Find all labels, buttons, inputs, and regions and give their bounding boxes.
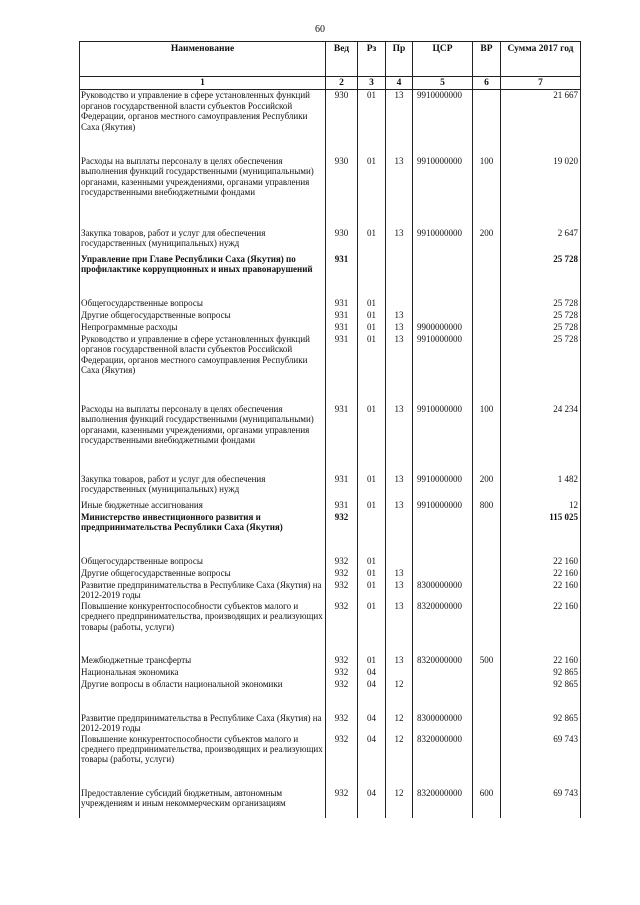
cell-ved: 931	[326, 404, 358, 474]
cell-name: Общегосударственные вопросы	[80, 556, 326, 568]
header-csr: ЦСР	[413, 42, 473, 77]
cell-vr	[473, 580, 501, 601]
cell-pr	[386, 556, 413, 568]
cell-name: Повышение конкурентоспособности субъектов малого и среднего предпринимательства, производящих и реализующих товары (работы, услуги)	[80, 601, 326, 655]
cell-ved: 931	[326, 474, 358, 500]
cell-rz: 01	[358, 310, 386, 322]
cell-sum: 21 667	[501, 90, 581, 156]
cell-pr	[386, 298, 413, 310]
cell-sum: 25 728	[501, 334, 581, 404]
cell-sum: 22 160	[501, 655, 581, 667]
cell-sum: 22 160	[501, 580, 581, 601]
table-row	[80, 788, 581, 818]
table-row	[80, 298, 581, 310]
table-column-numbers-row	[80, 77, 581, 90]
cell-sum: 25 728	[501, 322, 581, 334]
table-row	[80, 500, 581, 512]
column-number: 4	[386, 77, 413, 90]
cell-vr: 500	[473, 655, 501, 667]
cell-rz: 01	[358, 580, 386, 601]
cell-name: Национальная экономика	[80, 667, 326, 679]
budget-table	[79, 41, 581, 818]
cell-rz: 01	[358, 500, 386, 512]
cell-rz: 01	[358, 568, 386, 580]
cell-ved: 930	[326, 156, 358, 228]
column-number: 1	[80, 77, 326, 90]
cell-sum: 24 234	[501, 404, 581, 474]
cell-ved: 931	[326, 334, 358, 404]
table-row	[80, 679, 581, 713]
cell-ved: 932	[326, 601, 358, 655]
cell-sum: 92 865	[501, 667, 581, 679]
cell-pr	[386, 667, 413, 679]
cell-csr: 9910000000	[413, 156, 473, 228]
cell-csr: 9910000000	[413, 90, 473, 156]
header-pr: Пр	[386, 42, 413, 77]
cell-ved: 930	[326, 90, 358, 156]
cell-vr: 800	[473, 500, 501, 512]
cell-name: Расходы на выплаты персоналу в целях обеспечения выполнения функций государственными (муниципальными) органами, казенными учреждениями, органами управления государственными внебюджетными фондами	[80, 404, 326, 474]
cell-pr: 13	[386, 334, 413, 404]
cell-rz: 01	[358, 298, 386, 310]
cell-rz: 01	[358, 601, 386, 655]
cell-rz: 01	[358, 322, 386, 334]
header-ved: Вед	[326, 42, 358, 77]
cell-rz: 01	[358, 404, 386, 474]
cell-sum: 19 020	[501, 156, 581, 228]
cell-rz: 01	[358, 156, 386, 228]
table-row	[80, 556, 581, 568]
cell-rz: 01	[358, 556, 386, 568]
cell-vr	[473, 310, 501, 322]
cell-pr: 13	[386, 500, 413, 512]
table-body	[80, 90, 581, 818]
cell-pr: 13	[386, 228, 413, 254]
table-row	[80, 655, 581, 667]
header-sum: Сумма 2017 год	[501, 42, 581, 77]
cell-vr	[473, 512, 501, 556]
table-row	[80, 580, 581, 601]
cell-vr: 100	[473, 156, 501, 228]
cell-rz: 04	[358, 788, 386, 818]
cell-vr	[473, 556, 501, 568]
cell-csr	[413, 310, 473, 322]
page-number: 60	[315, 24, 325, 35]
cell-rz: 01	[358, 90, 386, 156]
table-row	[80, 228, 581, 254]
cell-ved: 932	[326, 512, 358, 556]
cell-rz: 04	[358, 679, 386, 713]
cell-sum: 12	[501, 500, 581, 512]
cell-pr: 13	[386, 156, 413, 228]
cell-vr	[473, 298, 501, 310]
table-row	[80, 404, 581, 474]
column-number: 7	[501, 77, 581, 90]
column-number: 3	[358, 77, 386, 90]
cell-vr: 200	[473, 474, 501, 500]
cell-vr	[473, 601, 501, 655]
cell-vr	[473, 254, 501, 298]
cell-sum: 25 728	[501, 254, 581, 298]
cell-pr: 13	[386, 310, 413, 322]
cell-ved: 932	[326, 788, 358, 818]
cell-ved: 930	[326, 228, 358, 254]
table-row	[80, 667, 581, 679]
table-row	[80, 90, 581, 156]
cell-name: Расходы на выплаты персоналу в целях обеспечения выполнения функций государственными (муниципальными) органами, казенными учреждениями, органами управления государственными внебюджетными фондами	[80, 156, 326, 228]
cell-csr: 9910000000	[413, 474, 473, 500]
cell-name: Закупка товаров, работ и услуг для обеспечения государственных (муниципальных) нужд	[80, 474, 326, 500]
cell-rz: 04	[358, 713, 386, 734]
cell-pr: 13	[386, 655, 413, 667]
cell-csr: 9910000000	[413, 500, 473, 512]
table-row	[80, 254, 581, 298]
cell-pr: 12	[386, 734, 413, 788]
cell-csr	[413, 679, 473, 713]
column-number: 2	[326, 77, 358, 90]
column-number: 6	[473, 77, 501, 90]
cell-vr	[473, 667, 501, 679]
cell-csr: 9910000000	[413, 228, 473, 254]
cell-name: Другие вопросы в области национальной экономики	[80, 679, 326, 713]
cell-pr: 13	[386, 404, 413, 474]
cell-name: Развитие предпринимательства в Республике Саха (Якутия) на 2012-2019 годы	[80, 580, 326, 601]
table-row	[80, 713, 581, 734]
header-rz: Рз	[358, 42, 386, 77]
cell-ved: 932	[326, 580, 358, 601]
cell-pr: 13	[386, 580, 413, 601]
cell-vr	[473, 334, 501, 404]
cell-csr	[413, 667, 473, 679]
table-row	[80, 734, 581, 788]
table-row	[80, 601, 581, 655]
table-row	[80, 568, 581, 580]
cell-name: Развитие предпринимательства в Республике Саха (Якутия) на 2012-2019 годы	[80, 713, 326, 734]
cell-sum: 69 743	[501, 734, 581, 788]
cell-rz	[358, 512, 386, 556]
cell-pr: 12	[386, 788, 413, 818]
cell-rz: 01	[358, 474, 386, 500]
cell-ved: 932	[326, 679, 358, 713]
cell-vr	[473, 322, 501, 334]
cell-name: Управление при Главе Республики Саха (Якутия) по профилактике коррупционных и иных правонарушений	[80, 254, 326, 298]
table-row	[80, 322, 581, 334]
cell-sum: 25 728	[501, 298, 581, 310]
cell-ved: 931	[326, 500, 358, 512]
cell-ved: 932	[326, 734, 358, 788]
cell-csr	[413, 556, 473, 568]
cell-name: Повышение конкурентоспособности субъектов малого и среднего предпринимательства, производящих и реализующих товары (работы, услуги)	[80, 734, 326, 788]
cell-csr: 8320000000	[413, 788, 473, 818]
cell-csr: 9910000000	[413, 334, 473, 404]
cell-rz: 04	[358, 667, 386, 679]
cell-name: Закупка товаров, работ и услуг для обеспечения государственных (муниципальных) нужд	[80, 228, 326, 254]
cell-pr: 13	[386, 90, 413, 156]
table-row	[80, 310, 581, 322]
cell-vr	[473, 568, 501, 580]
cell-name: Непрограммные расходы	[80, 322, 326, 334]
header-name: Наименование	[80, 42, 326, 77]
cell-sum: 115 025	[501, 512, 581, 556]
cell-ved: 932	[326, 713, 358, 734]
cell-sum: 92 865	[501, 679, 581, 713]
cell-name: Предоставление субсидий бюджетным, автономным учреждениям и иным некоммерческим организациям	[80, 788, 326, 818]
cell-rz: 01	[358, 228, 386, 254]
cell-csr	[413, 512, 473, 556]
cell-csr: 9910000000	[413, 404, 473, 474]
cell-csr: 8320000000	[413, 601, 473, 655]
cell-vr: 100	[473, 404, 501, 474]
cell-pr: 12	[386, 679, 413, 713]
cell-ved: 932	[326, 655, 358, 667]
cell-rz: 04	[358, 734, 386, 788]
cell-ved: 932	[326, 556, 358, 568]
table-row	[80, 156, 581, 228]
cell-vr	[473, 679, 501, 713]
cell-csr: 8320000000	[413, 734, 473, 788]
cell-sum: 69 743	[501, 788, 581, 818]
column-number: 5	[413, 77, 473, 90]
cell-ved: 931	[326, 298, 358, 310]
cell-csr: 9900000000	[413, 322, 473, 334]
cell-pr: 12	[386, 713, 413, 734]
cell-csr: 8300000000	[413, 713, 473, 734]
cell-csr	[413, 254, 473, 298]
cell-ved: 931	[326, 310, 358, 322]
cell-vr	[473, 90, 501, 156]
table-row	[80, 474, 581, 500]
cell-rz	[358, 254, 386, 298]
cell-name: Министерство инвестиционного развития и предпринимательства Республики Саха (Якутия)	[80, 512, 326, 556]
cell-vr	[473, 713, 501, 734]
cell-name: Межбюджетные трансферты	[80, 655, 326, 667]
cell-name: Другие общегосударственные вопросы	[80, 568, 326, 580]
cell-sum: 22 160	[501, 601, 581, 655]
cell-rz: 01	[358, 334, 386, 404]
cell-csr	[413, 568, 473, 580]
cell-pr: 13	[386, 322, 413, 334]
cell-vr: 200	[473, 228, 501, 254]
cell-rz: 01	[358, 655, 386, 667]
cell-pr	[386, 254, 413, 298]
cell-pr: 13	[386, 568, 413, 580]
cell-name: Руководство и управление в сфере установленных функций органов государственной власти субъектов Российской Федерации, органов местного самоуправления Республики Саха (Якутия)	[80, 334, 326, 404]
cell-vr	[473, 734, 501, 788]
cell-ved: 931	[326, 254, 358, 298]
header-vr: ВР	[473, 42, 501, 77]
cell-sum: 22 160	[501, 556, 581, 568]
cell-name: Другие общегосударственные вопросы	[80, 310, 326, 322]
cell-name: Общегосударственные вопросы	[80, 298, 326, 310]
cell-csr: 8300000000	[413, 580, 473, 601]
cell-sum: 2 647	[501, 228, 581, 254]
cell-ved: 931	[326, 322, 358, 334]
cell-vr: 600	[473, 788, 501, 818]
cell-sum: 25 728	[501, 310, 581, 322]
table-row	[80, 334, 581, 404]
cell-sum: 92 865	[501, 713, 581, 734]
cell-csr	[413, 298, 473, 310]
cell-csr: 8320000000	[413, 655, 473, 667]
cell-pr: 13	[386, 474, 413, 500]
cell-ved: 932	[326, 568, 358, 580]
cell-pr	[386, 512, 413, 556]
table-row	[80, 512, 581, 556]
cell-name: Иные бюджетные ассигнования	[80, 500, 326, 512]
cell-pr: 13	[386, 601, 413, 655]
cell-sum: 1 482	[501, 474, 581, 500]
cell-name: Руководство и управление в сфере установленных функций органов государственной власти субъектов Российской Федерации, органов местного самоуправления Республики Саха (Якутия)	[80, 90, 326, 156]
table-header-row	[80, 42, 581, 77]
cell-ved: 932	[326, 667, 358, 679]
cell-sum: 22 160	[501, 568, 581, 580]
